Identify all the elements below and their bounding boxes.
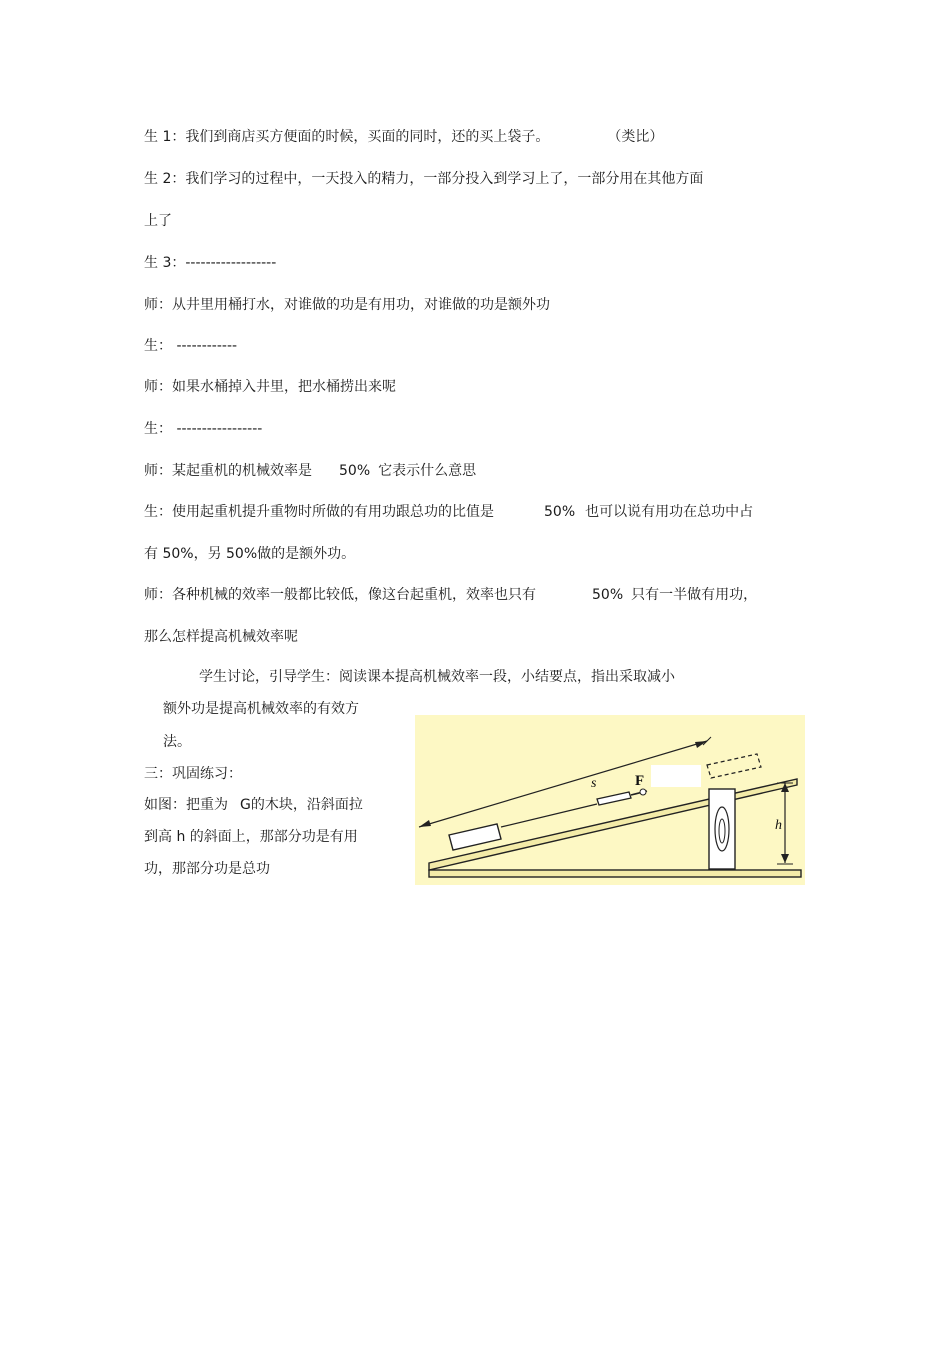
text-line-1 — [144, 128, 663, 146]
line-3-text: 上了 — [144, 213, 172, 229]
height-arrow-head-bottom — [781, 854, 789, 863]
text-line-17 — [144, 765, 242, 783]
incline-diagram — [415, 715, 805, 885]
text-line-7 — [144, 378, 396, 396]
text-line-2 — [144, 170, 703, 188]
line-8-text: 生： ----------------- — [144, 421, 263, 437]
line-18-text-end: G的木块，沿斜面拉 — [240, 797, 363, 813]
text-line-5 — [144, 296, 550, 314]
line-13-text: 那么怎样提高机械效率呢 — [144, 629, 298, 645]
text-line-11 — [144, 545, 355, 563]
line-11-text: 有 50%，另 50%做的是额外功。 — [144, 546, 356, 562]
line-9-value: 50% — [339, 463, 371, 479]
line-10-text-end: 也可以说有用功在总功中占 — [585, 504, 754, 520]
scale-ring — [640, 789, 646, 795]
distance-label: s — [591, 776, 597, 791]
text-line-15 — [163, 700, 359, 718]
line-10-value: 50% — [544, 504, 576, 520]
line-12-value: 50% — [592, 587, 624, 603]
text-line-20 — [144, 860, 270, 878]
wooden-block — [449, 824, 501, 850]
text-line-8 — [144, 420, 262, 438]
text-line-12 — [144, 586, 757, 604]
line-18-text: 如图：把重为 — [144, 797, 228, 813]
line-4-text: 生 3：------------------ — [144, 255, 277, 271]
line-2-text: 生 2：我们学习的过程中，一天投入的精力，一部分投入到学习上了，一部分用在其他方面 — [144, 171, 704, 187]
line-20-text: 功，那部分功是总功 — [144, 861, 270, 877]
line-5-text: 师：从井里用桶打水，对谁做的功是有用功，对谁做的功是额外功 — [144, 297, 550, 313]
line-1-note: （类比） — [607, 129, 664, 145]
line-7-text: 师：如果水桶掉入井里，把水桶捞出来呢 — [144, 379, 396, 395]
text-line-9 — [144, 462, 476, 480]
spring-scale — [597, 792, 631, 805]
line-14-text: 学生讨论，引导学生：阅读课本提高机械效率一段，小结要点，指出采取减小 — [199, 669, 675, 685]
line-1-text: 生 1：我们到商店买方便面的时候，买面的同时，还的买上袋子。 — [144, 129, 550, 145]
distance-tick — [703, 737, 711, 745]
line-9-text: 师：某起重机的机械效率是 — [144, 463, 312, 479]
base-board — [429, 870, 801, 877]
text-line-10 — [144, 503, 753, 521]
label-patch — [651, 765, 701, 787]
line-16-text: 法。 — [163, 734, 191, 750]
line-12-text: 师：各种机械的效率一般都比较低，像这台起重机，效率也只有 — [144, 587, 536, 603]
rope — [501, 804, 597, 827]
text-line-18 — [144, 796, 363, 814]
distance-arrow-head-right — [695, 741, 707, 748]
height-label: h — [775, 818, 782, 833]
line-9-text-end: 它表示什么意思 — [378, 463, 477, 479]
line-10-text: 生：使用起重机提升重物时所做的有用功跟总功的比值是 — [144, 504, 494, 520]
line-19-text: 到高 h 的斜面上，那部分功是有用 — [144, 829, 358, 845]
line-15-text: 额外功是提高机械效率的有效方 — [163, 701, 359, 717]
force-label: F — [635, 773, 645, 789]
incline-figure — [415, 715, 805, 885]
distance-arrow-head-left — [419, 820, 431, 827]
text-line-3 — [144, 212, 172, 230]
text-line-16 — [163, 733, 191, 751]
line-12-text-end: 只有一半做有用功， — [631, 587, 758, 603]
text-line-19 — [144, 828, 358, 846]
line-17-text: 三：巩固练习： — [144, 766, 242, 782]
text-line-4 — [144, 254, 276, 272]
line-6-text: 生： ------------ — [144, 338, 238, 354]
dashed-block — [707, 754, 761, 778]
text-line-14 — [199, 668, 675, 686]
support-block — [709, 789, 735, 869]
text-line-13 — [144, 628, 298, 646]
text-line-6 — [144, 337, 237, 355]
incline-plank — [429, 779, 797, 870]
